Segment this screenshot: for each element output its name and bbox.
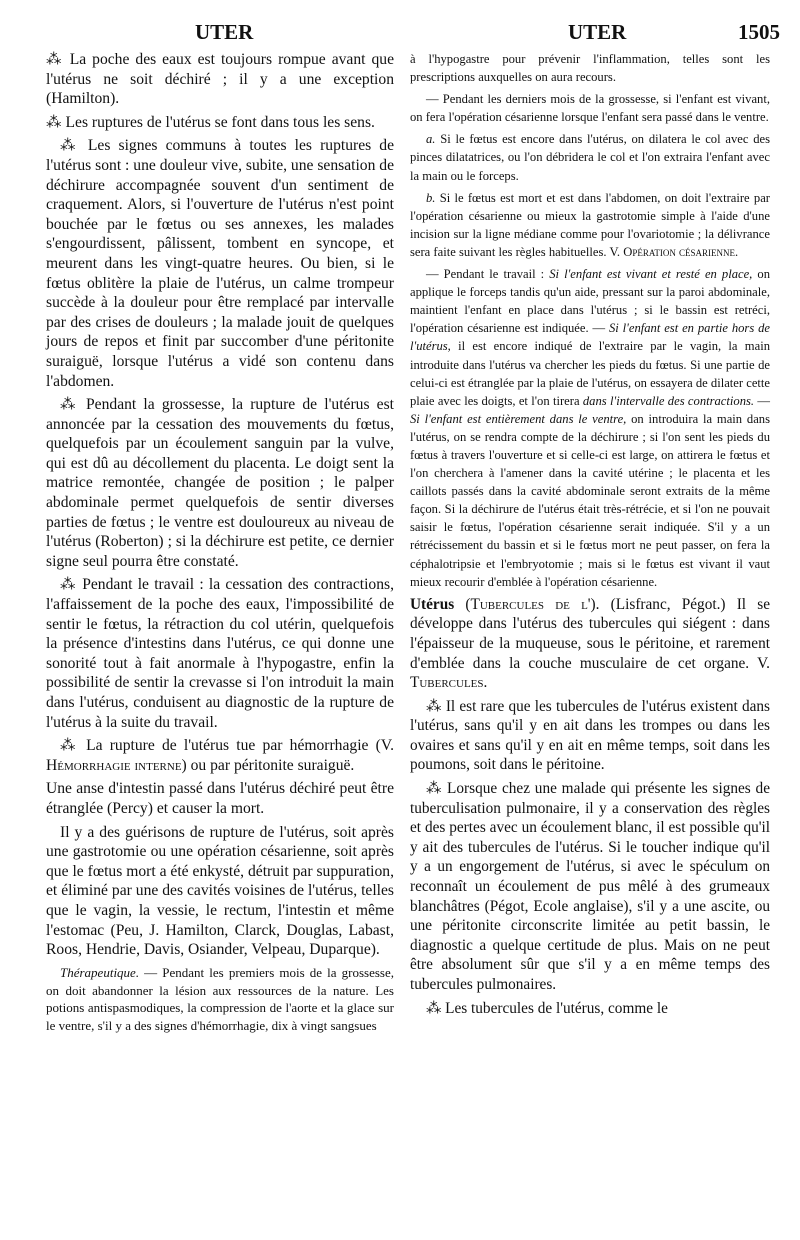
paragraph-text: — Pendant les premiers mois de la grossesse, on doit abandonner la lésion aux ressources de la nature. Les potions antispasmodiques, la compression de l'aorte et la glace sur le ventre, s'il y a des signes d'hémorrhagie, dix à vingt sangsues (46, 964, 394, 1034)
paragraph: Une anse d'intestin passé dans l'utérus déchiré peut être étranglée (Percy) et causer la mort. (46, 780, 394, 817)
paragraph-text: on applique le forceps tandis qu'un aide, pressant sur la paroi abdominale, maintient l'enfant en place dans l'utérus ; si le bassin est retréci, l'opération césarienne est indiquée. — (410, 267, 770, 336)
paragraph: ⁂ Il est rare que les tubercules de l'utérus existent dans l'utérus, sans qu'il y en ait dans les trompes ou dans les ovaires et sans qu'il y en ait en même temps, soit dans les poumons, soit dans le péritoine. (410, 697, 770, 774)
emphasis-text: Si l'enfant est en partie hors de l'utérus, (410, 321, 770, 354)
cross-reference: Opération césarienne (623, 244, 735, 259)
cross-reference: Hémorrhagie interne (46, 756, 182, 774)
paragraph-text: ⁂ La rupture de l'utérus tue par hémorrhagie (V. (60, 737, 394, 755)
emphasis-text: Si l'enfant est entièrement dans le ventre, (410, 411, 627, 426)
page-number: 1505 (738, 20, 780, 44)
paragraph-text: on introduira la main dans l'utérus, on se rendra compte de la déchirure ; si l'on sent les pieds du fœtus à travers l'ouverture et si celle-ci est large, on attirera le fœtus et l'on cherchera à l'amener dans la cavité utérine ; le placenta et les caillots passés dans la cavité abdominale seront extraits de la même façon. Si la déchirure de l'utérus était très-rétrécie, et si l'on ne pouvait saisir le fœtus, l'opération césarienne serait indiquée. S'il y a un rétrécissement du bassin et si le fœtus mort ne peut passer, on fera la céphalotripsie et l'embryotomie ; mais si le fœtus est vivant il vaut mieux recourir d'emblée à l'opération césarienne. (410, 411, 770, 589)
paragraph-text: — Pendant le travail : (426, 267, 550, 282)
paragraph: ⁂ Pendant le travail : la cessation des contractions, l'affaissement de la poche des eaux, l'impossibilité de sentir le fœtus, la rétraction du col utérin, quelquefois la présence d'intestins dans l'utérus, ce qui donne une sonorité tout à fait anormale à l'hypogastre, enfin la possibilité de sentir la crevasse si l'on introduit la main dans l'utérus, conduisent au diagnostic de la rupture de l'utérus à la suite du travail. (46, 576, 394, 731)
paragraph-text: — (754, 393, 770, 408)
paragraph (410, 265, 770, 591)
paragraph: ⁂ Pendant la grossesse, la rupture de l'utérus est annoncée par la cessation des mouvements du fœtus, quelquefois par un écoulement sanguin par la vulve, qui est dû au décollement du placenta. Le doigt sent la matrice remontée, changée de position ; le palper abdominale permet quelquefois de sentir diverses parties de fœtus ; le ventre est douloureux au niveau de l'utérus (Roberton) ; si la déchirure est petite, ce dernier signe seul pourra être constaté. (46, 396, 394, 570)
paragraph: ⁂ Les signes communs à toutes les ruptures de l'utérus sont : une douleur vive, subite, une sensation de déchirure accompagnée souvent d'un sentiment de craquement. Alors, si l'ouverture de l'utérus n'est point bouchée par le fœtus ou ses annexes, les malades s'engourdissent, pâlissent, tombent en syncope, et meurent dans les vingt-quatre heures. Ou bien, si le fœtus oblitère la plaie de l'utérus, un calme trompeur succède à la douleur pour être remplacé par intervalle par des crises de douleurs ; la malade jouit de quelques jours de repos et finit par succomber d'une péritonite suraiguë, lorsque l'utérus a vidé son contenu dans l'abdomen. (46, 137, 394, 390)
item-label: b. (426, 190, 436, 205)
emphasis-text: dans l'intervalle des contractions. (582, 393, 755, 408)
entry-subtitle: (Tubercules de l'). (454, 595, 611, 613)
running-header (0, 20, 800, 50)
paragraph-text: il est encore indiqué de l'extraire par le vagin, la main introduite dans l'utérus va chercher les pieds du fœtus. Si une partie de celui-ci est étranglée par la plaie de l'utérus, on essayera de dilater cette plaie avec les doigts, et l'on tirera (410, 339, 770, 408)
item-label: a. (426, 132, 436, 147)
paragraph (46, 736, 394, 775)
paragraph: ⁂ Les ruptures de l'utérus se font dans tous les sens. (46, 113, 375, 131)
paragraph: ⁂ Lorsque chez une malade qui présente les signes de tuberculisation pulmonaire, il y a conservation des règles et des pertes avec un écoulement blanc, il est possible qu'il y ait des tubercules de l'utérus. Si le toucher indique qu'il y a un engorgement de l'utérus, si avec le spéculum on reconnaît un écoulement de pus mêlé à des grumeaux blanchâtres (Pégot, Ecole anglaise), s'il y a une ascite, ou une péritonite circonscrite limitée au petit bassin, le diagnostic a quelque certitude de plus. Mais on ne peut être absolument sûr que s'il y a en même temps des tubercules pulmonaires. (410, 780, 770, 993)
entry-headword: Utérus (410, 595, 455, 613)
paragraph-text: (Lisfranc, Pégot.) Il se développe dans l'utérus des tubercules qui siégent : dans l'épaisseur de la muqueuse, sous le péritoine, et rarement d'emblée dans la couche musculaire de cet organe. V. (410, 595, 771, 672)
paragraph: ⁂ Les tubercules de l'utérus, comme le (426, 999, 668, 1017)
section-label: Thérapeutique. (60, 964, 140, 980)
paragraph (410, 189, 770, 261)
right-column (410, 50, 770, 1022)
paragraph-text: Si le fœtus est encore dans l'utérus, on dilatera le col avec des pinces dilatatrices, ou l'on débridera le col et l'on extraira l'enfant avec la main ou le forceps. (410, 132, 770, 183)
left-column (46, 50, 394, 1039)
right-running-title: UTER (568, 20, 627, 44)
paragraph: ⁂ La poche des eaux est toujours rompue avant que l'utérus ne soit déchiré ; il y a une exception (Hamilton). (46, 51, 394, 108)
paragraph: — Pendant les derniers mois de la grossesse, si l'enfant est vivant, on fera l'opération césarienne lorsque l'enfant sera passé dans le ventre. (410, 92, 770, 125)
paragraph: Il y a des guérisons de rupture de l'utérus, soit après une gastrotomie ou une opération césarienne, soit après que le fœtus mort a été enkysté, détruit par suppuration, et éliminé par une des cavités voisines de l'utérus, telles que le vagin, la vessie, le rectum, l'intestin et même l'estomac (Peu, J. Hamilton, Clarck, Douglas, Labast, Roos, Hendrie, Davis, Osiander, Velpeau, Duparque). (46, 823, 394, 959)
paragraph-text: . (734, 244, 739, 259)
paragraph: à l'hypogastre pour prévenir l'inflammation, telles sont les prescriptions auxquelles on aura recours. (410, 52, 770, 85)
paragraph-text: . (483, 674, 488, 692)
paragraph-text: Si le fœtus est mort et est dans l'abdomen, on doit l'extraire par l'opération césarienne ou mieux la gastrotomie simple à l'aide d'une incision sur la ligne médiane comme pour l'ovariotomie ; la délivrance sera faite suivant les règles habituelles. V. (410, 190, 770, 259)
paragraph-text: ) ou par péritonite suraiguë. (181, 756, 355, 774)
entry-paragraph (410, 595, 770, 693)
left-running-title: UTER (195, 20, 254, 44)
paragraph (46, 964, 394, 1035)
cross-reference: Tubercules (410, 674, 484, 692)
emphasis-text: Si l'enfant est vivant et resté en place, (549, 267, 753, 282)
paragraph (410, 130, 770, 184)
